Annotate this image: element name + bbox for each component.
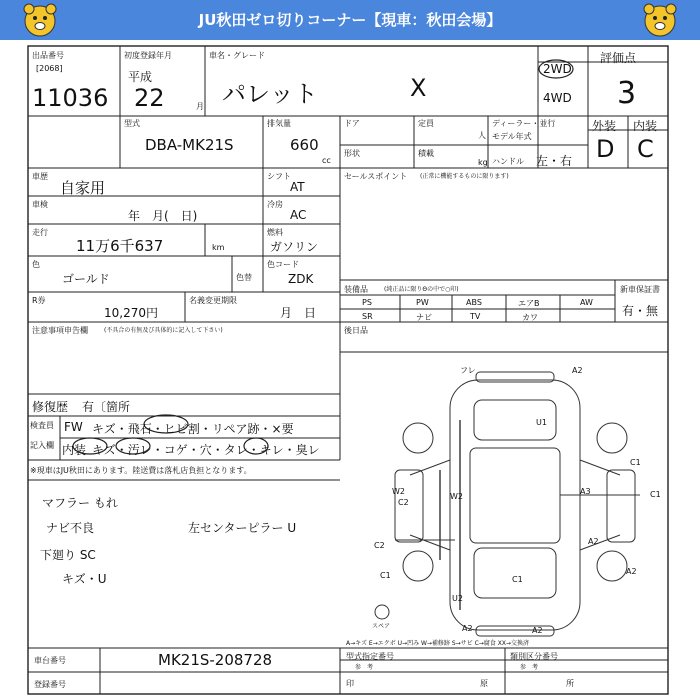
class-number-ref: 参 考 xyxy=(520,664,539,671)
recycle-value: 10,270円 xyxy=(104,306,158,320)
mark-a3: A3 xyxy=(580,487,591,496)
era: 平成 xyxy=(128,70,153,84)
ownership-label: 名義変更期限 xyxy=(189,296,237,305)
equip-tv: TV xyxy=(470,312,481,321)
ac-label: 冷房 xyxy=(267,200,283,209)
recycle-label: R券 xyxy=(32,296,46,305)
equip-abs: ABS xyxy=(466,298,482,307)
handle-value: 左・右 xyxy=(536,154,573,168)
equip-leather: カワ xyxy=(522,313,538,322)
warranty-value: 有・無 xyxy=(622,304,659,318)
handle-label: ハンドル xyxy=(492,157,524,166)
cc-unit: cc xyxy=(322,156,331,165)
persons-unit: 人 xyxy=(478,131,486,140)
capacity-label: 定員 xyxy=(418,119,434,128)
exterior-label: 外装 xyxy=(592,119,617,133)
fw-label: FW xyxy=(64,420,83,434)
inspection-label: 車検 xyxy=(32,200,48,209)
rear-items-label: 後日品 xyxy=(344,326,368,335)
displacement-label: 排気量 xyxy=(267,119,291,128)
shift-value: AT xyxy=(290,180,305,194)
mark-u1: U1 xyxy=(536,418,547,427)
mark-c1: C1 xyxy=(630,458,641,467)
mark-a2: A2 xyxy=(588,537,599,546)
mark-w2: W2 xyxy=(450,492,463,501)
engine-label: 原 xyxy=(480,679,488,688)
transport-note: ※現車はJU秋田にあります。陸送費は落札店負担となります。 xyxy=(30,466,252,475)
equip-pw: PW xyxy=(416,298,429,307)
kg-unit: kg xyxy=(478,158,488,167)
drive-4wd: 4WD xyxy=(543,91,572,105)
equip-ps: PS xyxy=(362,298,372,307)
notes-hint: (不具合の有無及び具体的に記入して下さい) xyxy=(104,327,223,334)
equip-sr: SR xyxy=(362,312,373,321)
car-grade: X xyxy=(410,74,427,102)
equip-aw: AW xyxy=(580,298,593,307)
inspector-label-2: 記入欄 xyxy=(30,441,54,450)
model-label: 型式 xyxy=(124,119,140,128)
mark-a2: A2 xyxy=(572,366,583,375)
interior-grade: C xyxy=(637,135,654,163)
interior-label: 内装 xyxy=(633,119,658,133)
type-number-ref: 参 考 xyxy=(355,664,374,671)
notes-label: 注意事項申告欄 xyxy=(32,326,88,335)
mark-a2: A2 xyxy=(462,624,473,633)
mark-c2: C2 xyxy=(398,498,409,507)
warranty-label: 新車保証書 xyxy=(620,285,660,294)
lot-bracket: [2068] xyxy=(36,64,63,73)
color-code-value: ZDK xyxy=(288,272,314,286)
doors-label: ドア xyxy=(344,119,360,128)
note-navi: ナビ不良 xyxy=(46,521,95,535)
fuel-value: ガソリン xyxy=(270,240,319,254)
mark-c1: C1 xyxy=(380,571,391,580)
name-grade-label: 車名・グレード xyxy=(209,51,265,60)
color-code-label: 色コード xyxy=(267,260,299,269)
use-label: 車歴 xyxy=(32,172,48,181)
equipment-label: 装備品 xyxy=(344,285,368,294)
mark-c1: C1 xyxy=(650,490,661,499)
lot-number: 11036 xyxy=(32,84,109,112)
equipment-hint: (純正品に限りΘの中で○印) xyxy=(384,286,459,293)
score: 3 xyxy=(617,76,637,111)
color-change-label: 色替 xyxy=(236,273,252,282)
sales-point-hint: (正常に機能するものに限ります) xyxy=(420,173,509,180)
registration-number-label: 登録番号 xyxy=(34,680,66,689)
mileage-value: 11万6千637 xyxy=(76,237,164,255)
inspection-value: 年 月( 日) xyxy=(128,209,198,223)
equip-airbag: エアB xyxy=(518,299,540,308)
shape-label: 形状 xyxy=(344,149,360,158)
spare-label: スペア xyxy=(372,623,391,630)
car-damage-diagram xyxy=(375,372,640,636)
color-label: 色 xyxy=(32,260,40,269)
note-muffler: マフラー もれ xyxy=(42,496,118,510)
mark-a2: A2 xyxy=(626,567,637,576)
office-label: 所 xyxy=(566,679,574,688)
chassis-number: MK21S-208728 xyxy=(158,651,273,669)
mark-a2: A2 xyxy=(532,626,543,635)
exterior-grade: D xyxy=(596,135,615,163)
ac-value: AC xyxy=(290,208,307,222)
sales-point-label: セールスポイント xyxy=(344,172,408,181)
repair-label: 修復歴 xyxy=(32,400,69,414)
model-code: DBA-MK21S xyxy=(145,136,234,154)
month-unit: 月 xyxy=(196,102,204,111)
mileage-label: 走行 xyxy=(32,228,48,237)
seal-label: 印 xyxy=(346,679,354,688)
score-label: 評価点 xyxy=(600,51,637,65)
first-registration-label: 初度登録年月 xyxy=(124,51,172,60)
shift-label: シフト xyxy=(267,172,291,181)
drive-2wd: 2WD xyxy=(543,62,572,76)
km-unit: km xyxy=(212,243,225,252)
note-underbody: 下廻り SC xyxy=(40,548,96,562)
use-value: 自家用 xyxy=(60,179,106,197)
car-name: パレット xyxy=(222,80,318,108)
dealer-label: ディーラー・並行 xyxy=(492,119,556,128)
damage-legend: A→キズ E→エクボ U→凹み W→補修跡 S→サビ C→腐食 XX→交換済 xyxy=(346,640,529,647)
mark-fure: フレ xyxy=(460,366,476,375)
mark-w2: W2 xyxy=(392,487,405,496)
color-value: ゴールド xyxy=(62,272,110,286)
fw-items: キズ・飛石・ヒビ割・リペア跡・×要 xyxy=(92,422,294,436)
type-number-label: 型式指定番号 xyxy=(346,652,394,661)
load-label: 積載 xyxy=(418,149,434,158)
equip-navi: ナビ xyxy=(416,313,432,322)
model-year-label: モデル年式 xyxy=(492,132,532,141)
class-number-label: 類別区分番号 xyxy=(510,652,558,661)
ownership-value: 月 日 xyxy=(280,306,317,320)
registration-year: 22 xyxy=(134,84,165,112)
mark-c1: C1 xyxy=(512,575,523,584)
inspector-label-1: 検査員 xyxy=(30,421,54,430)
banner-title: JU秋田ゼロ切りコーナー【現車：秋田会場】 xyxy=(198,11,502,29)
mark-u2: U2 xyxy=(452,594,463,603)
chassis-label: 車台番号 xyxy=(34,656,66,665)
lot-number-label: 出品番号 xyxy=(32,51,64,60)
fuel-label: 燃料 xyxy=(267,228,283,237)
interior-check-items: キズ・汚レ・コゲ・穴・タレ・キレ・臭レ xyxy=(92,443,320,457)
displacement: 660 xyxy=(290,136,319,154)
note-scratch: キズ・U xyxy=(62,572,107,586)
mark-c2: C2 xyxy=(374,541,385,550)
repair-value: 有〔箇所 xyxy=(82,400,131,414)
interior-check-label: 内装 xyxy=(62,443,87,457)
note-center-pillar: 左センターピラー U xyxy=(188,521,297,535)
